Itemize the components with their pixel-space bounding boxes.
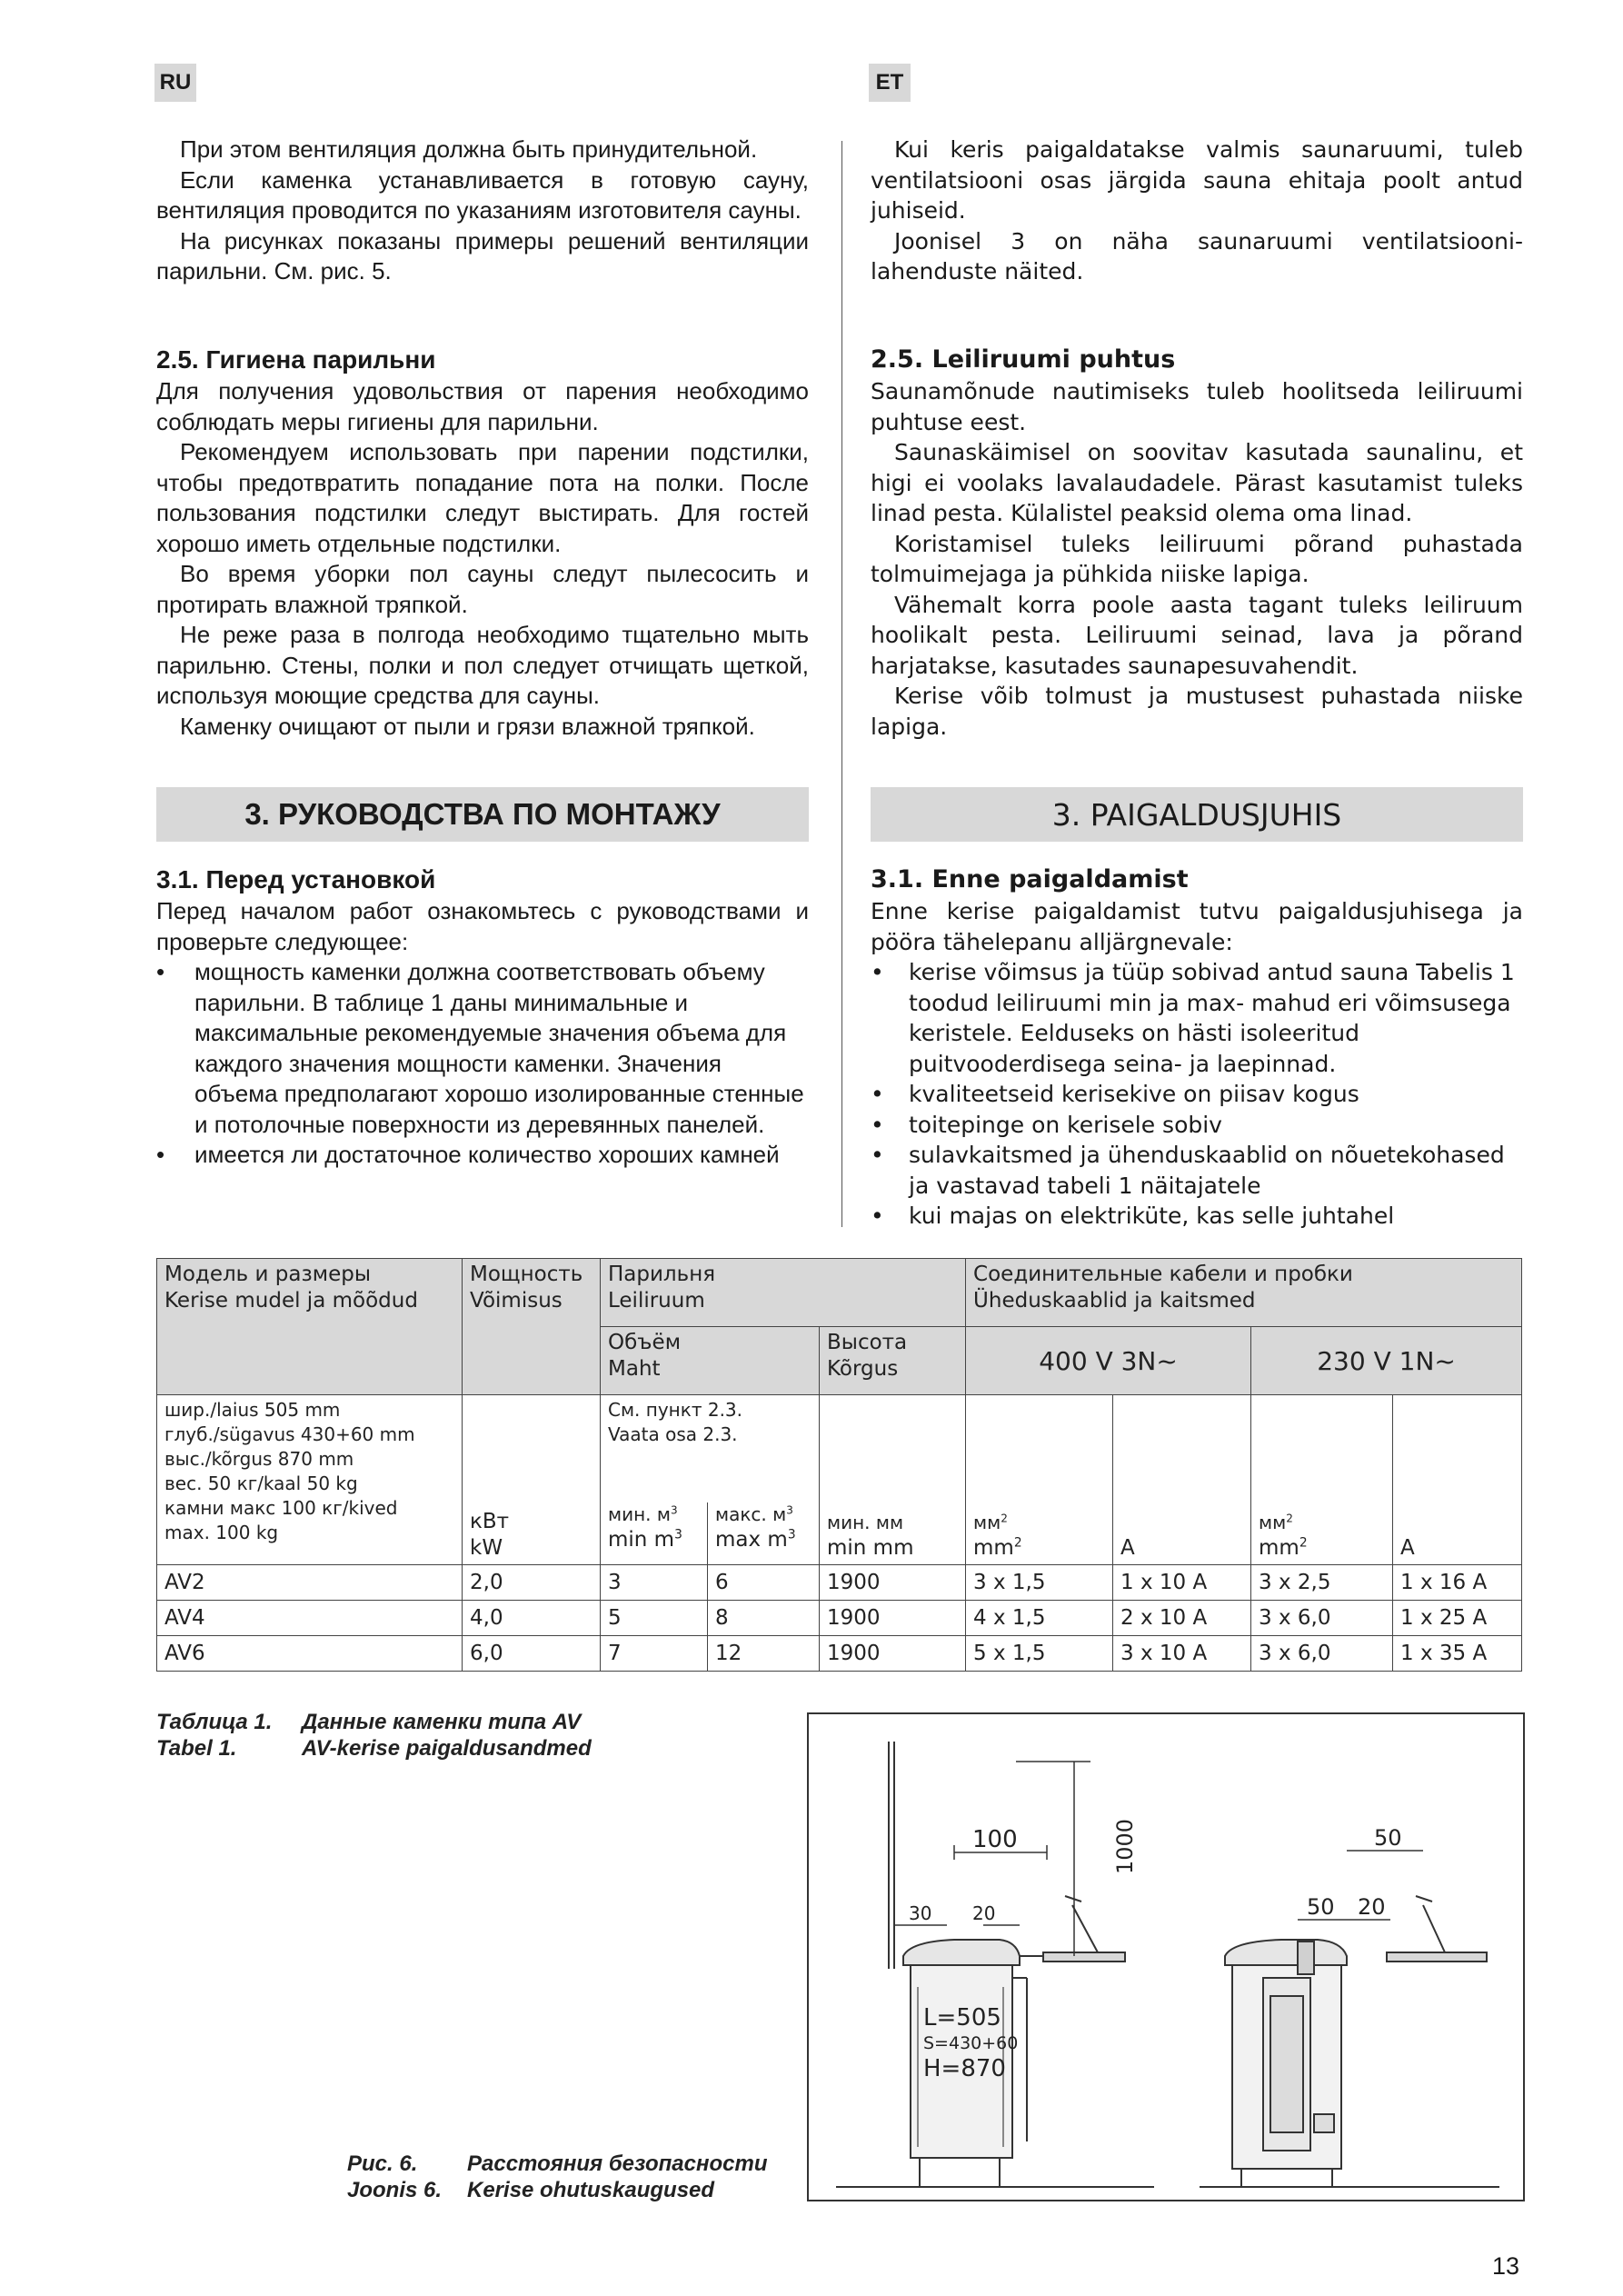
et-section-2-5 xyxy=(871,344,1523,742)
unit-a-230: A xyxy=(1393,1395,1522,1565)
heater-drawing xyxy=(809,1714,1523,2200)
table-row: AV4 4,0 5 8 1900 4 x 1,5 2 x 10 A 3 x 6,0 1 x 25 A xyxy=(157,1601,1522,1636)
section-heading: 2.5. Leiliruumi puhtus xyxy=(871,345,1176,374)
dim-label-50: 50 xyxy=(1307,1894,1335,1920)
heater-spec-table xyxy=(156,1258,1522,1672)
list-item: • kvaliteetseid kerisekive on piisav kogus xyxy=(871,1079,1523,1110)
table-units-row xyxy=(157,1395,1522,1565)
paragraph: Во время уборки пол сауны следут пылесосить и протирать влажной тряпкой. xyxy=(156,560,809,618)
dim-label-1000: 1000 xyxy=(1112,1818,1138,1874)
table-header-row xyxy=(157,1259,1522,1327)
paragraph: Kui keris paigaldatakse valmis saunaruumi, tuleb ventilatsiooni osas järgida sauna ehitaja poolt antud juhiseid. xyxy=(871,136,1523,224)
table-row: AV2 2,0 3 6 1900 3 x 1,5 1 x 10 A 3 x 2,5 1 x 16 A xyxy=(157,1565,1522,1601)
unit-max-volume: макс. $м^3$ $\max m^3$ xyxy=(715,1503,796,1552)
depth-label: S=430+60 xyxy=(923,2033,1019,2053)
table-row: AV6 6,0 7 12 1900 5 x 1,5 3 x 10 A 3 x 6,0 1 x 35 A xyxy=(157,1636,1522,1672)
unit-volume: См. пункт 2.3. Vaata osa 2.3. мин. $м^3$ $\min m^3$ макс. $м^3$ $\max m^3$ xyxy=(601,1395,820,1565)
header-height: Высота Kõrgus xyxy=(820,1327,966,1395)
header-230v: 230 V 1N~ xyxy=(1251,1327,1522,1395)
paragraph: Каменку очищают от пыли и грязи влажной тряпкой. xyxy=(180,712,755,740)
ru-checklist xyxy=(156,957,809,1171)
unit-a-400: A xyxy=(1113,1395,1251,1565)
et-section-3-1 xyxy=(871,863,1523,1232)
ru-section-2-5 xyxy=(156,344,809,742)
paragraph: Если каменка устанавливается в готовую сауну, вентиляция проводится по указаниям изготовителя сауны. xyxy=(156,165,809,224)
paragraph: Saunaskäimisel on soovitav kasutada saunalinu, et higi ei voolaks lavalaudadele. Pärast kasutamist tuleks linad pesta. Külalistel peaksid olema oma linad. xyxy=(871,439,1523,526)
length-label: L=505 xyxy=(923,2004,1001,2031)
dim-label-50: 50 xyxy=(1374,1825,1402,1851)
unit-kw: кВт kW xyxy=(463,1395,601,1565)
dim-label-20: 20 xyxy=(972,1902,996,1924)
lang-tag-ru: RU xyxy=(154,64,196,102)
paragraph: Перед началом работ ознакомьтесь с руководствами и проверьте следующее: xyxy=(156,897,809,955)
section-heading: 2.5. Гигиена парильни xyxy=(156,345,436,374)
list-item: • kerise võimsus ja tüüp sobivad antud sauna Tabelis 1 toodud leiliruumi min ja max- mahud eri võimsusega keristele. Eelduseks on hästi isoleeritud puitvooderdisega seina- ja laepinnad. xyxy=(871,957,1523,1079)
lang-tag-et: ET xyxy=(869,64,911,102)
paragraph: Enne kerise paigaldamist tutvu paigaldusjuhisega ja pööra tähelepanu alljärgnevale: xyxy=(871,898,1523,955)
paragraph: Saunamõnude nautimiseks tuleb hoolitseda leiliruumi puhtuse eest. xyxy=(871,378,1523,435)
header-volume: Объём Maht xyxy=(601,1327,820,1395)
column-divider xyxy=(841,141,842,1227)
list-item: • имеется ли достаточное количество хороших камней xyxy=(156,1140,809,1171)
heater-dimensions: шир./laius 505 mm глуб./sügavus 430+60 mm выс./kõrgus 870 mm вес. 50 кг/kaal 50 kg камни макс 100 кг/kived max. 100 kg xyxy=(157,1395,463,1565)
header-400v: 400 V 3N~ xyxy=(966,1327,1251,1395)
et-checklist xyxy=(871,957,1523,1232)
paragraph: Vähemalt korra poole aasta tagant tuleks leiliruum hoolikalt pesta. Leiliruumi seinad, lava ja põrand harjatakse, kasutades saunapesuvahendit. xyxy=(871,591,1523,679)
ru-ventilation-text xyxy=(156,135,809,287)
et-ventilation-text xyxy=(871,135,1523,287)
paragraph: При этом вентиляция должна быть принудительной. xyxy=(180,135,758,163)
paragraph: Не реже раза в полгода необходимо тщательно мыть парильню. Стены, полки и пол следует отчищать щеткой, используя моющие средства для сауны. xyxy=(156,621,809,709)
paragraph: Joonisel 3 on näha saunaruumi ventilatsiooni-lahenduste näited. xyxy=(871,227,1523,285)
paragraph: Koristamisel tuleks leiliruumi põrand puhastada tolmuimejaga ja pühkida niiske lapiga. xyxy=(871,530,1523,587)
dim-label-20: 20 xyxy=(1358,1894,1386,1920)
list-item: • kui majas on elektriküte, kas selle juhtahel xyxy=(871,1201,1523,1232)
ru-chapter-banner: 3. РУКОВОДСТВА ПО МОНТАЖУ xyxy=(156,787,809,842)
header-room: Парильня Leiliruum xyxy=(601,1259,966,1327)
dim-label-100: 100 xyxy=(972,1826,1018,1853)
unit-mm2-230: $мм^2$ $mm^2$ xyxy=(1251,1395,1393,1565)
paragraph: Для получения удовольствия от парения необходимо соблюдать меры гигиены для парильни. xyxy=(156,377,809,435)
section-heading: 3.1. Enne paigaldamist xyxy=(871,865,1189,893)
list-item: • toitepinge on kerisele sobiv xyxy=(871,1110,1523,1141)
unit-height: мин. мм min mm xyxy=(820,1395,966,1565)
page-number: 13 xyxy=(1491,2252,1519,2280)
paragraph: Kerise võib tolmust ja mustusest puhastada niiske lapiga. xyxy=(871,683,1523,740)
figure-caption: Рис. 6. Расстояния безопасности Joonis 6. Kerise ohutuskaugused xyxy=(347,2151,768,2202)
header-cables: Соединительные кабели и пробки Üheduskaablid ja kaitsmed xyxy=(966,1259,1522,1327)
ru-section-3-1 xyxy=(156,863,809,1171)
et-chapter-banner: 3. PAIGALDUSJUHIS xyxy=(871,787,1523,842)
unit-mm2-400: $мм^2$ $mm^2$ xyxy=(966,1395,1113,1565)
height-label: H=870 xyxy=(923,2055,1006,2082)
safety-distance-figure xyxy=(807,1712,1525,2201)
unit-min-volume: мин. $м^3$ $\min m^3$ xyxy=(601,1502,708,1564)
table-caption: Таблица 1. Данные каменки типа AV Tabel 1. AV-kerise paigaldusandmed xyxy=(156,1710,592,1761)
header-power: Мощность Võimisus xyxy=(463,1259,601,1395)
header-model: Модель и размеры Kerise mudel ja mõõdud xyxy=(157,1259,463,1395)
section-heading: 3.1. Перед установкой xyxy=(156,865,436,893)
dim-label-30: 30 xyxy=(909,1902,932,1924)
list-item: • sulavkaitsmed ja ühenduskaablid on nõuetekohased ja vastavad tabeli 1 näitajatele xyxy=(871,1140,1523,1201)
paragraph: На рисунках показаны примеры решений вентиляции парильни. См. рис. 5. xyxy=(156,226,809,285)
list-item: • мощность каменки должна соответствовать объему парильни. В таблице 1 даны минимальные и максимальные рекомендуемые значения объема для каждого значения мощности каменки. Значения объема предполагают хорошо изолированные стенные и потолочные поверхности из деревянных панелей. xyxy=(156,957,809,1140)
paragraph: Рекомендуем использовать при парении подстилки, чтобы предотвратить попадание пота на полки. После пользования подстилки следут выстирать. Для гостей хорошо иметь отдельные подстилки. xyxy=(156,438,809,557)
